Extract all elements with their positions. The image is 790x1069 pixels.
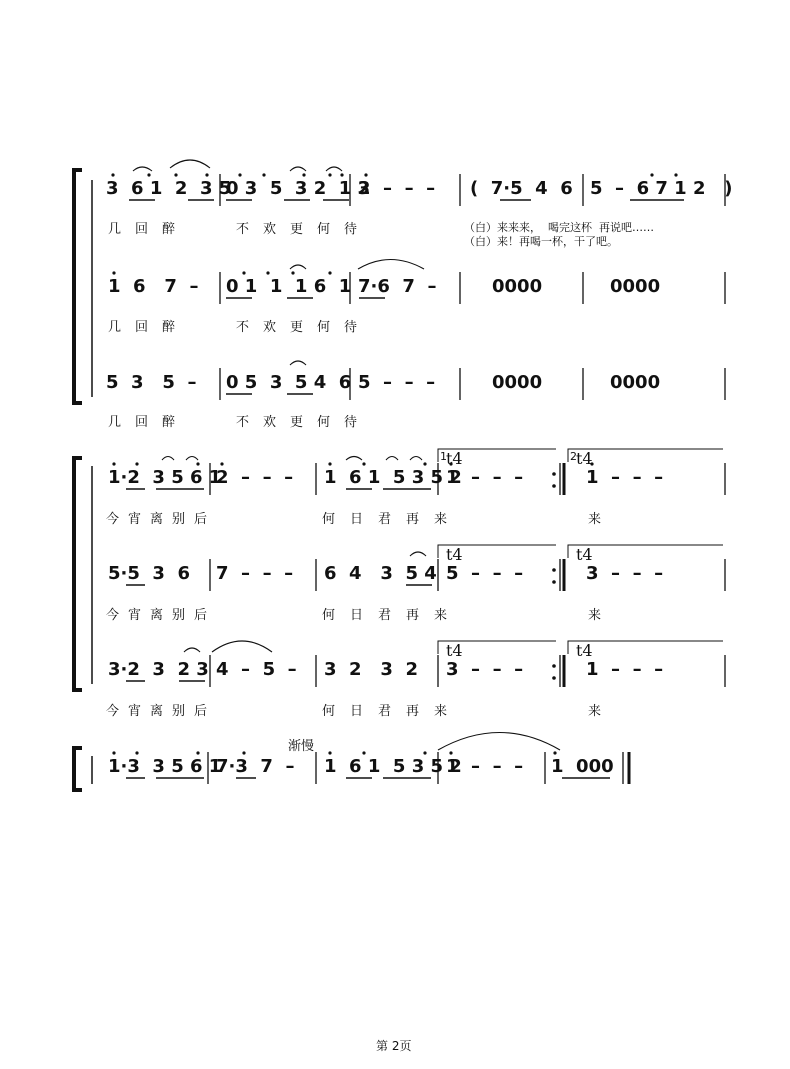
lyrics-2-3b: 何日君再来 [322,704,463,719]
lyrics-2-1b: 何日君再来 [322,512,463,527]
repeat-dots [552,472,556,680]
lyrics-2-3c: 来 [588,704,602,719]
staff-1-2-m2: 0 1 1 1 6 1 [226,276,352,297]
lyrics-2-2b: 何日君再来 [322,608,463,623]
staff-1-2-m4: 0000 [492,276,543,297]
staff-2-2-m5: 3 – – – [586,563,664,584]
staff-3-1-m5: 1 000 [551,756,614,777]
staff-1-3-m4: 0000 [492,372,543,393]
lyrics-1-1b: 不欢更何待 [236,222,372,237]
volta-label-2: 2 [570,450,577,463]
staff-2-1-m4: 1 – – – [446,467,524,488]
staff-1-1-m5: 5 – 6 7 1 2 ) [590,178,733,199]
staff-1-3-m5: 0000 [610,372,661,393]
lyrics-2-3a: 今宵离别后 [106,704,217,719]
lyrics-1-3a: 几回醉 [108,415,190,430]
lyrics-2-1c: 来 [588,512,602,527]
staff-2-3-m2: 4 – 5 – [216,659,297,680]
spoken-line-2: （白）来！再喝一杯，干了吧。 [464,235,618,248]
volta-mark-2c: t4 [576,641,593,660]
staff-1-1-m3: 2 – – – [358,178,436,199]
lyrics-1-1a: 几回醉 [108,222,190,237]
staff-1-3-m2: 0 5 3 5 4 6 [226,372,352,393]
lyrics-1-3b: 不欢更何待 [236,415,372,430]
lyrics-1-2b: 不欢更何待 [236,320,372,335]
volta-mark-1c: t4 [446,641,463,660]
staff-2-1-m3: 1 6 1 5 3 5 2 [324,467,462,488]
staff-2-3-m3: 3 2 3 2 [324,659,418,680]
staff-1-1-m2: 0 3 5 3 2 1 3 [226,178,371,199]
staff-2-2-m4: 5 – – – [446,563,524,584]
volta-mark-1: t4 [446,449,463,468]
staff-1-2-m3: 7·6 7 – [358,276,437,297]
staff-2-3-m5: 1 – – – [586,659,664,680]
lyrics-2-2c: 来 [588,608,602,623]
system-bracket-3 [74,748,92,790]
staff-1-3-m3: 5 – – – [358,372,436,393]
staff-2-1-m5: 1 – – – [586,467,664,488]
spoken-line-1: （白）来来来， 喝完这杯 再说吧…… [464,221,654,234]
staff-2-2-m2: 7 – – – [216,563,294,584]
staff-2-1-m2: 2 – – – [216,467,294,488]
staff-1-3-m1: 5 3 5 – [106,372,197,393]
page-number: 第 2页 [376,1039,412,1053]
volta-mark-2b: t4 [576,545,593,564]
staff-3-1-m1: 1·3 3 5 6 1 [108,756,222,777]
staff-1-2-m1: 1 6 7 – [108,276,199,297]
staff-2-2-m3: 6 4 3 5 4 [324,563,437,584]
system-bracket-1 [74,170,92,403]
tempo-mark: 渐慢 [288,739,315,754]
staff-2-3-m4: 3 – – – [446,659,524,680]
staff-3-1-m2: 7·3 7 – [216,756,295,777]
staff-2-3-m1: 3·2 3 2 3 [108,659,209,680]
staff-2-2-m1: 5·5 3 6 [108,563,191,584]
lyrics-1-2a: 几回醉 [108,320,190,335]
lyrics-2-1a: 今宵离别后 [106,512,217,527]
volta-label-1: 1 [440,450,447,463]
staff-1-2-m5: 0000 [610,276,661,297]
volta-mark-2: t4 [576,449,593,468]
system-bracket-2 [74,458,92,690]
staff-1-1-notes: 3 6 1 2 3 5 [106,178,232,199]
staff-3-1-m3: 1 6 1 5 3 5 2 [324,756,462,777]
staff-1-1-m4: ( 7·5 4 6 [470,178,573,199]
lyrics-2-2a: 今宵离别后 [106,608,217,623]
volta-mark-1b: t4 [446,545,463,564]
staff-2-1-m1: 1·2 3 5 6 1 [108,467,222,488]
staff-3-1-m4: 1 – – – [446,756,524,777]
